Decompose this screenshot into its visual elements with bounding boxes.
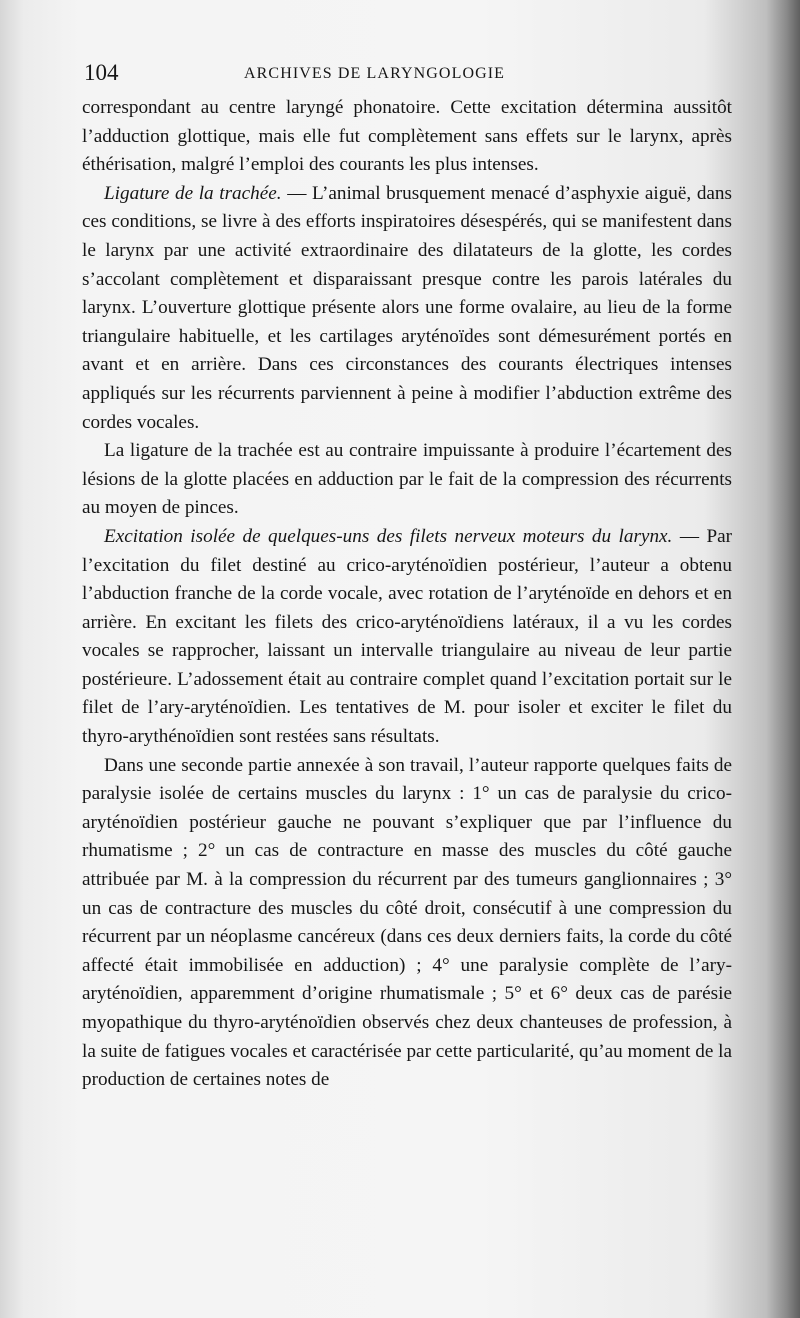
paragraph-1: [82, 94, 732, 180]
paragraph-2-text: — L’animal brusquement menacé d’asphyxie aiguë, dans ces conditions, se livre à des efforts inspiratoires désespérés, qui se manifestent dans le larynx par une activité extraordinaire des dilatateurs de la glotte, les cordes s’accolant complètement et disparaissant presque contre les parois latérales du larynx. L’ouverture glottique présente alors une forme ovalaire, au lieu de la forme triangulaire habituelle, et les cartilages aryténoïdes sont démesurément portés en avant et en arrière. Dans ces circonstances des courants électriques intenses appliqués sur les récurrents parviennent à peine à modifier l’abduction extrême des cordes vocales.: [82, 182, 732, 433]
body-text: [82, 94, 732, 1095]
paragraph-4-text: — Par l’excitation du filet destiné au crico-aryténoïdien postérieur, l’auteur a obtenu l’abduction franche de la corde vocale, avec rotation de l’aryténoïde en dehors et en arrière. En excitant les filets des crico-aryténoïdiens latéraux, il a vu les cordes vocales se rapprocher, laissant un intervalle triangulaire au niveau de leur partie postérieure. L’adossement était au contraire complet quand l’excitation portait sur le filet de l’ary-aryténoïdien. Les tentatives de M. pour isoler et exciter le filet du thyro-arythénoïdien sont restées sans résultats.: [82, 525, 733, 748]
paragraph-2: [82, 180, 732, 437]
running-title: ARCHIVES DE LARYNGOLOGIE: [244, 65, 506, 82]
paragraph-5: [82, 752, 732, 1095]
paragraph-4: [82, 523, 732, 752]
paragraph-3: [82, 437, 732, 523]
page-number: 104: [84, 60, 119, 85]
paragraph-4-heading: Excitation isolée de quelques-uns des filets nerveux moteurs du larynx.: [104, 525, 673, 547]
paragraph-2-heading: Ligature de la trachée.: [104, 182, 282, 204]
paragraph-1-text: correspondant au centre laryngé phonatoire. Cette excitation détermina aussitôt l’adduction glottique, mais elle fut complètement sans effets sur le larynx, après éthérisation, malgré l’emploi des courants les plus intenses.: [82, 97, 732, 176]
paragraph-3-text: La ligature de la trachée est au contraire impuissante à produire l’écartement des lésions de la glotte placées en adduction par le fait de la compression des récurrents au moyen de pinces.: [82, 440, 732, 519]
page-header: [84, 58, 734, 92]
paragraph-5-text: Dans une seconde partie annexée à son travail, l’auteur rapporte quelques faits de paralysie isolée de certains muscles du larynx : 1° un cas de paralysie du crico-aryténoïdien postérieur gauche ne pouvant s’expliquer que par l’influence du rhumatisme ; 2° un cas de contracture en masse des muscles du côté gauche attribuée par M. à la compression du récurrent par des tumeurs ganglionnaires ; 3° un cas de contracture des muscles du côté droit, consécutif à une compression du récurrent par un néoplasme cancéreux (dans ces deux derniers faits, la corde du côté affecté était immobilisée en adduction) ; 4° une paralysie complète de l’ary-aryténoïdien, apparemment d’origine rhumatismale ; 5° et 6° deux cas de parésie myopathique du thyro-aryténoïdien observés chez deux chanteuses de profession, à la suite de fatigues vocales et caractérisée par cette particularité, qu’au moment de la production de certaines notes de: [82, 754, 732, 1091]
page-edge-shadow: [766, 0, 800, 1318]
